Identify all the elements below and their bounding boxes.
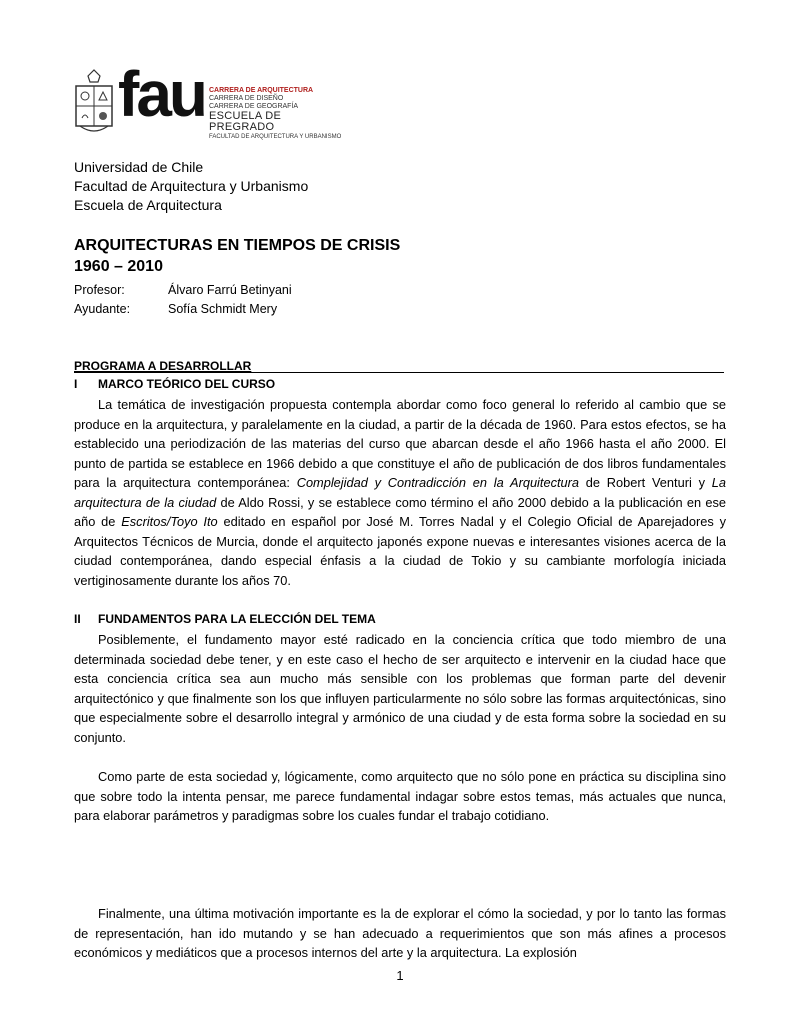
section-1-text-b: de Robert Venturi y xyxy=(579,475,712,490)
section-2-title: FUNDAMENTOS PARA LA ELECCIÓN DEL TEMA xyxy=(98,612,376,626)
school-name: Escuela de Arquitectura xyxy=(74,197,222,213)
section-2-paragraph-1: Posiblemente, el fundamento mayor esté radicado en la conciencia crítica que todo miembro de una determinada sociedad debe tener, y en este caso el hecho de ser arquitecto e intervenir en la ciudad hace que esta conciencia crítica sea aun mucho más sensible con los problemas que forman parte del devenir arquitectónico y que finalmente son los que influyen particularmente no sólo sobre las formas arquitectónicas, sino que especialmente sobre el desarrollo integral y armónico de una ciudad y de esta forma sobre la sociedad en su conjunto. xyxy=(74,632,726,745)
professor-label: Profesor: xyxy=(74,283,125,297)
section-2-paragraph-2: Como parte de esta sociedad y, lógicamente, como arquitecto que no sólo pone en práctica su disciplina sino que sobre todo la intenta pensar, me parece fundamental indagar sobre estos temas, más actuales que nunca, para elaborar parámetros y paradigmas sobre los cuales fundar el trabajo cotidiano. xyxy=(74,769,726,823)
section-1-text-d: editado en español por José M. Torres Nadal y el Colegio Oficial de Aparejadores y Arquitectos Técnicos de Murcia, donde el arquitecto japonés expone nuevas e interesantes visiones acerca de la ciudad contemporánea, dando especial énfasis a la ciudad de Tokio y su cambiante morfología iniciada vertiginosamente durante los años 70. xyxy=(74,514,726,588)
program-heading-rule xyxy=(74,372,724,373)
course-title-block xyxy=(74,235,400,277)
assistant-label: Ayudante: xyxy=(74,302,131,316)
book-title-ito: Escritos/Toyo Ito xyxy=(121,514,218,529)
institution-block xyxy=(74,158,726,215)
logo-line-escuela: ESCUELA DE PREGRADO xyxy=(209,110,282,133)
book-title-venturi: Complejidad y Contradicción en la Arquitectura xyxy=(296,475,580,490)
section-1-heading xyxy=(74,376,275,392)
professor-name: Álvaro Farrú Betinyani xyxy=(168,283,292,297)
professor-row xyxy=(74,281,292,300)
fau-logo xyxy=(74,58,344,140)
university-name: Universidad de Chile xyxy=(74,159,204,175)
course-years: 1960 – 2010 xyxy=(74,258,163,275)
section-1-paragraph xyxy=(74,395,726,590)
section-2-heading xyxy=(74,611,376,627)
logo-line-arquitectura: CARRERA DE ARQUITECTURA xyxy=(209,87,314,94)
section-1-text-c: de Aldo Rossi, y se establece como término el año 2000 debido a la publicación en ese año de xyxy=(74,494,726,529)
section-2-paragraph-3: Finalmente, una última motivación importante es la de explorar el cómo la sociedad, y por lo tanto las formas de representación, han ido mutando y se han adecuado a requerimientos que son más afines a procesos económicos y mediáticos que a procesos internos del arte y la arquitectura. La explosión xyxy=(74,906,726,960)
course-staff xyxy=(74,281,292,319)
logo-line-geografia: CARRERA DE GEOGRAFÍA xyxy=(209,103,299,110)
university-crest-icon xyxy=(74,68,114,138)
course-title: ARQUITECTURAS EN TIEMPOS DE CRISIS xyxy=(74,237,401,254)
section-1-number: I xyxy=(74,377,78,391)
logo-subtitles xyxy=(209,87,344,140)
book-title-rossi: La arquitectura de la ciudad xyxy=(74,475,726,510)
faculty-name: Facultad de Arquitectura y Urbanismo xyxy=(74,178,309,194)
assistant-row xyxy=(74,300,292,319)
logo-line-diseno: CARRERA DE DISEÑO xyxy=(209,95,284,102)
section-2-number: II xyxy=(74,612,81,626)
page-number: 1 xyxy=(396,968,404,983)
logo-line-facultad: FACULTAD DE ARQUITECTURA Y URBANISMO xyxy=(209,134,342,140)
section-1-title: MARCO TEÓRICO DEL CURSO xyxy=(98,377,276,391)
program-heading: PROGRAMA A DESARROLLAR xyxy=(74,359,252,373)
section-1-text-a: La temática de investigación propuesta contempla abordar como foco general lo referido al cambio que se produce en la arquitectura, y paralelamente en la ciudad, a partir de la década de 1960. Para estos efectos, se ha establecido una periodización de las materias del curso que abarcan desde el año 1966 hasta el año 2000. El punto de partida se establece en 1966 debido a que constituye el año de publicación de dos libros fundamentales para la arquitectura contemporánea: xyxy=(74,397,726,490)
assistant-name: Sofía Schmidt Mery xyxy=(168,302,278,316)
fau-wordmark: fau xyxy=(118,58,205,130)
